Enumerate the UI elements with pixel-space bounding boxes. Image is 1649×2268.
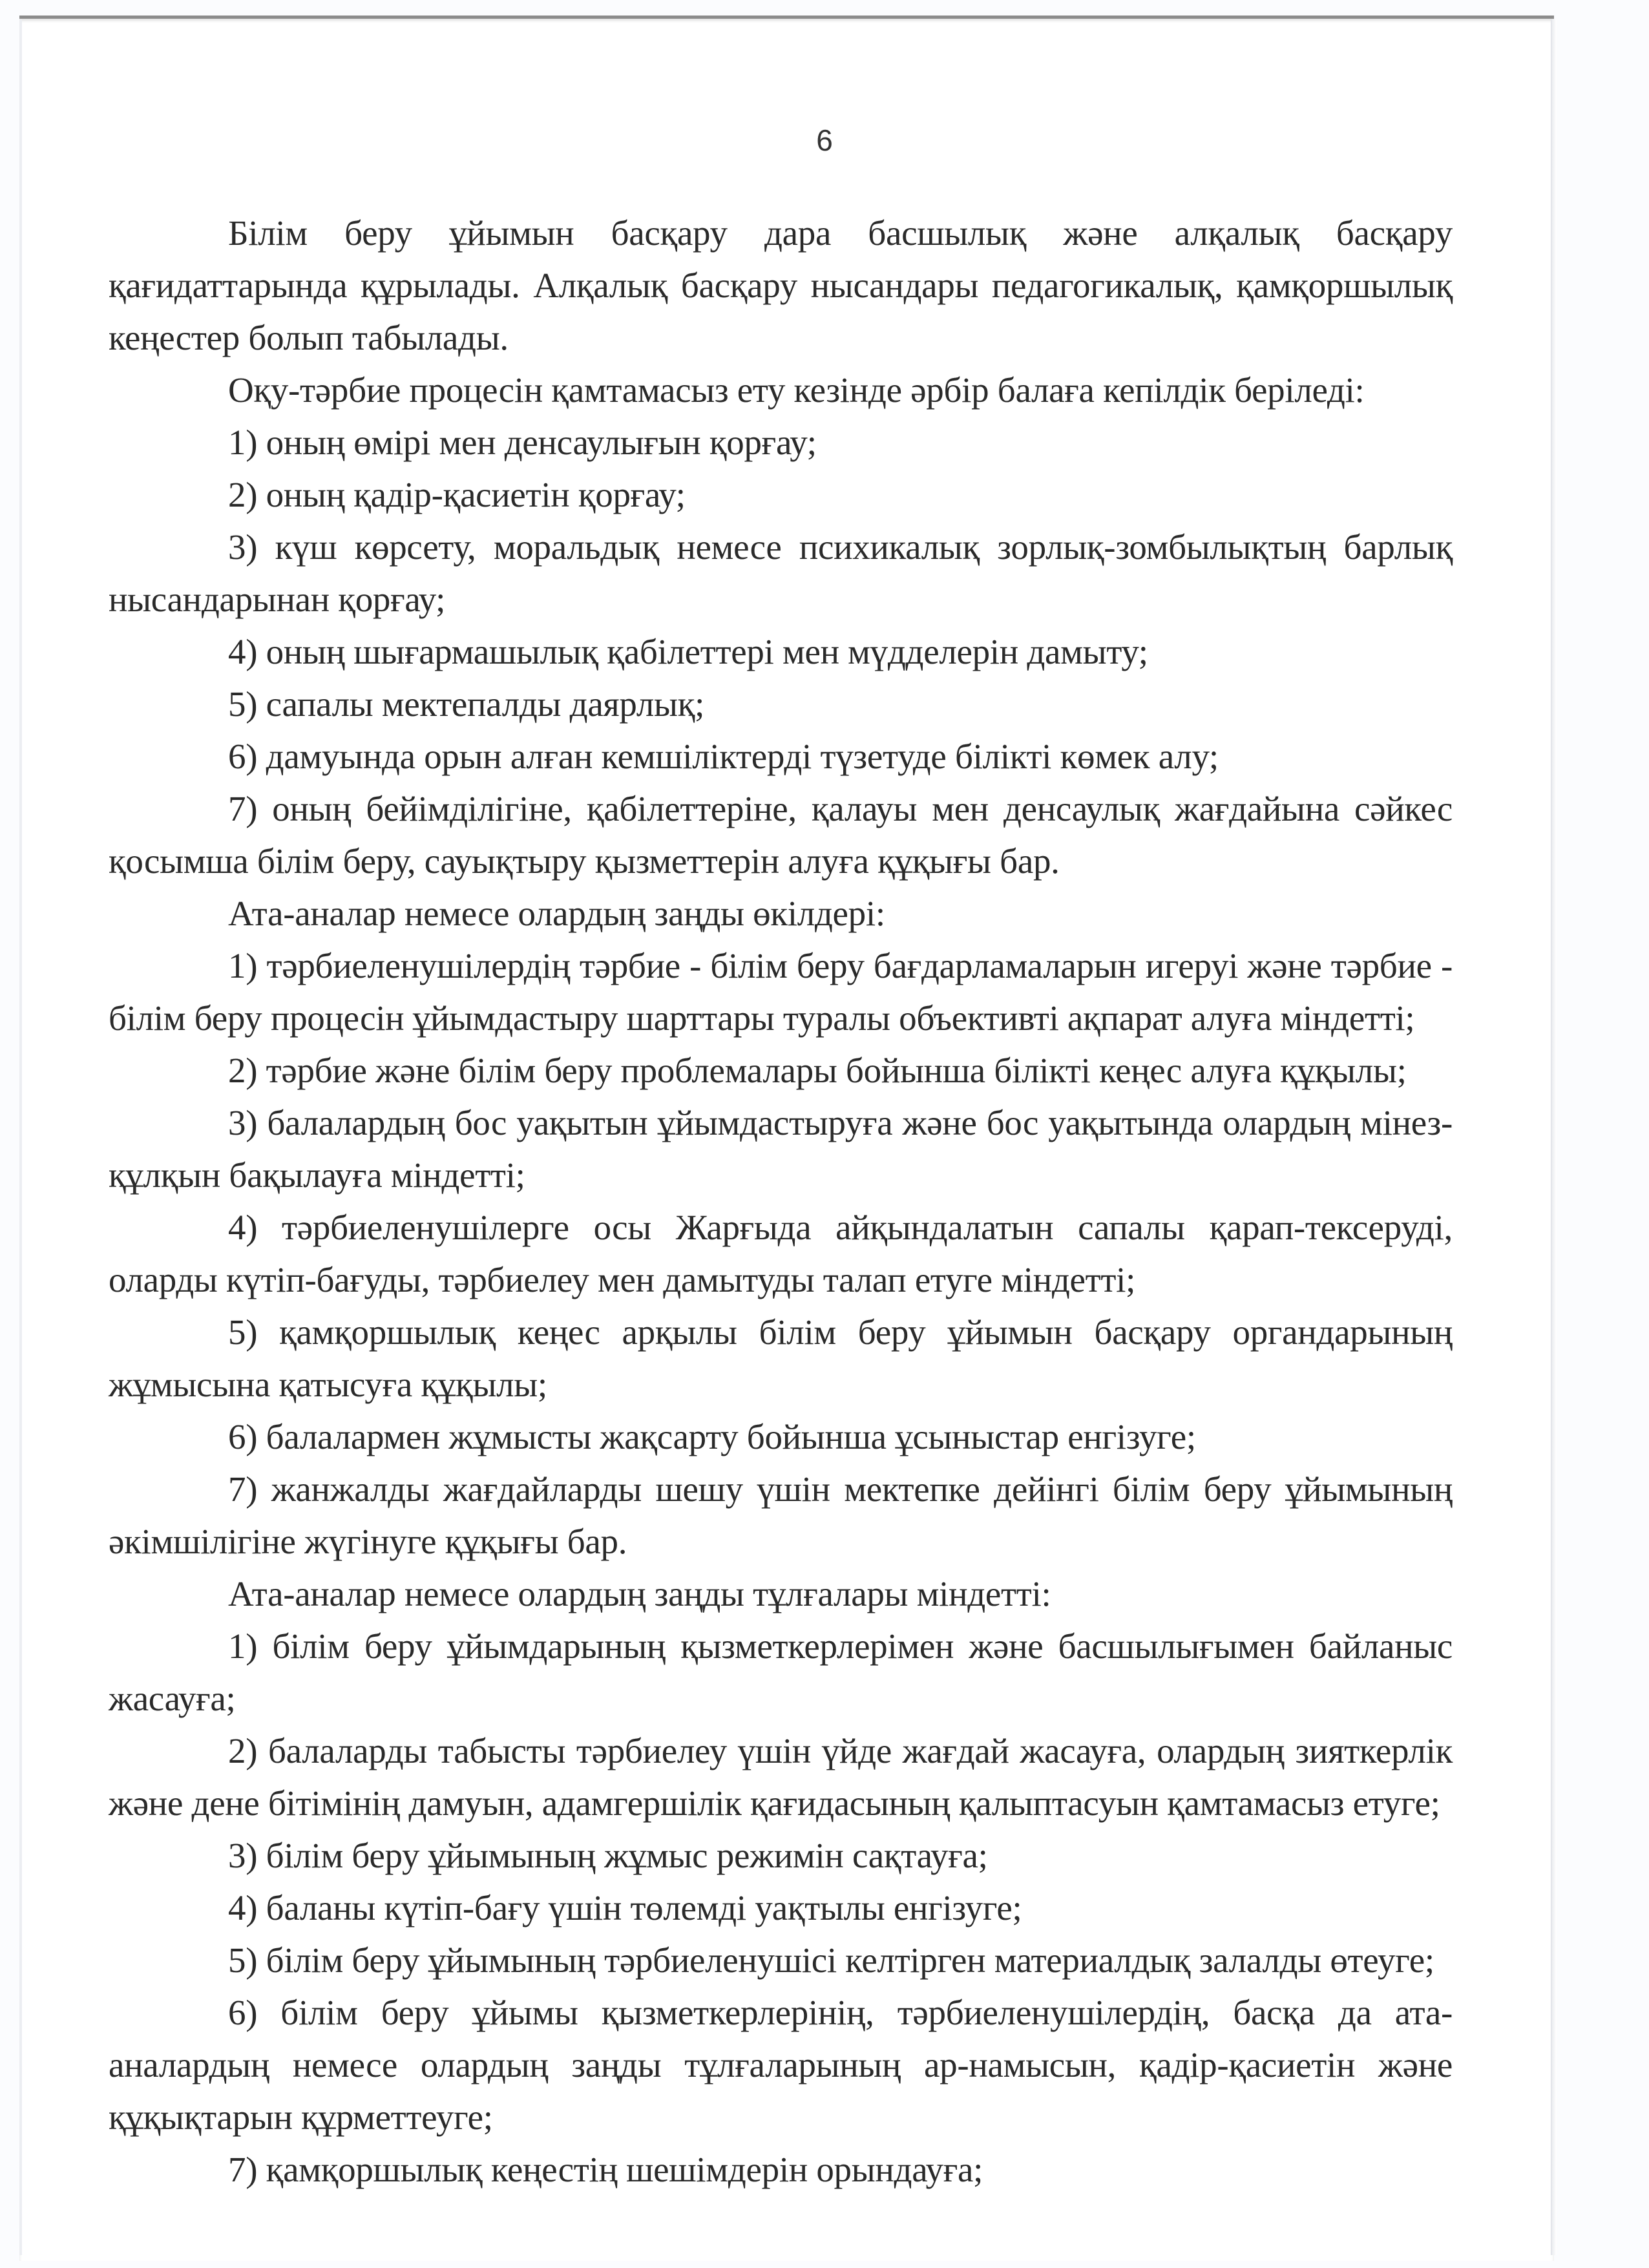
section-heading: Ата-аналар немесе олардың заңды тұлғалары міндетті: [228,1574,1051,1613]
page-right-edge [1551,19,1557,2255]
list-item: 4) баланы күтіп-бағу үшін төлемді уақтылы енгізуге; [228,1888,1022,1927]
list-item: 5) сапалы мектепалды даярлық; [228,684,705,724]
page-left-edge [19,19,22,2255]
section-heading: Ата-аналар немесе олардың заңды өкілдері: [228,894,885,933]
list-item: 3) күш көрсету, моральдық немесе психикалық зорлық-зомбылықтың барлық нысандарынан қорғау; [109,527,1453,619]
list-item: 6) білім беру ұйымы қызметкерлерінің, тәрбиеленушілердің, басқа да ата-аналардың немесе олардың заңды тұлғаларының ар-намысын, қадір-қасиетін және құқықтарын құрметтеуге; [109,1993,1453,2137]
list-item: 4) оның шығармашылық қабілеттері мен мүдделерін дамыту; [228,632,1148,671]
paragraph: Білім беру ұйымын басқару дара басшылық және алқалық басқару қағидаттарында құрылады. Алқалық басқару нысандары педагогикалық, қамқоршылық кеңестер болып табылады. [109,213,1453,357]
list-item: 3) балалардың бос уақытын ұйымдастыруға және бос уақытында олардың мінез-құлқын бақылауға міндетті; [109,1103,1453,1195]
list-item: 1) тәрбиеленушілердің тәрбие - білім беру бағдарламаларын игеруі және тәрбие - білім беру процесін ұйымдастыру шарттары туралы объективті ақпарат алуға міндетті; [109,946,1453,1038]
list-item: 6) дамуында орын алған кемшіліктерді түзетуде білікті көмек алу; [228,737,1219,776]
list-item: 6) балалармен жұмысты жақсарту бойынша ұсыныстар енгізуге; [228,1417,1196,1456]
list-item: 5) қамқоршылық кеңес арқылы білім беру ұйымын басқару органдарының жұмысына қатысуға құқылы; [109,1312,1453,1404]
list-item: 2) тәрбие және білім беру проблемалары бойынша білікті кеңес алуға құқылы; [228,1051,1407,1090]
list-item: 2) балаларды табысты тәрбиелеу үшін үйде жағдай жасауға, олардың зияткерлік және дене бітімінің дамуын, адамгершілік қағидасының қалыптасуын қамтамасыз етуге; [109,1731,1453,1823]
list-item: 5) білім беру ұйымының тәрбиеленушісі келтірген материалдық залалды өтеуге; [228,1940,1434,1980]
list-item: 1) білім беру ұйымдарының қызметкерлерімен және басшылығымен байланыс жасауға; [109,1626,1453,1718]
page-number: 6 [816,123,833,157]
list-item: 2) оның қадір-қасиетін қорғау; [228,475,686,514]
list-item: 4) тәрбиеленушілерге осы Жарғыда айқындалатын сапалы қарап-тексеруді, оларды күтіп-бағуды, тәрбиелеу мен дамытуды талап етуге міндетті; [109,1208,1453,1299]
list-item: 3) білім беру ұйымының жұмыс режимін сақтауға; [228,1836,988,1875]
list-item: 7) қамқоршылық кеңестің шешімдерін орындауға; [228,2150,983,2189]
list-item: 1) оның өмірі мен денсаулығын қорғау; [228,423,817,462]
list-item: 7) жанжалды жағдайларды шешу үшін мектепке дейінгі білім беру ұйымының әкімшілігіне жүгінуге құқығы бар. [109,1469,1453,1561]
list-item: 7) оның бейімділігіне, қабілеттеріне, қалауы мен денсаулық жағдайына сәйкес қосымша білім беру, сауықтыру қызметтерін алуға құқығы бар. [109,789,1453,881]
document-body [109,207,1453,2196]
paragraph: Оқу-тәрбие процесін қамтамасыз ету кезінде әрбір балаға кепілдік беріледі: [228,370,1365,410]
